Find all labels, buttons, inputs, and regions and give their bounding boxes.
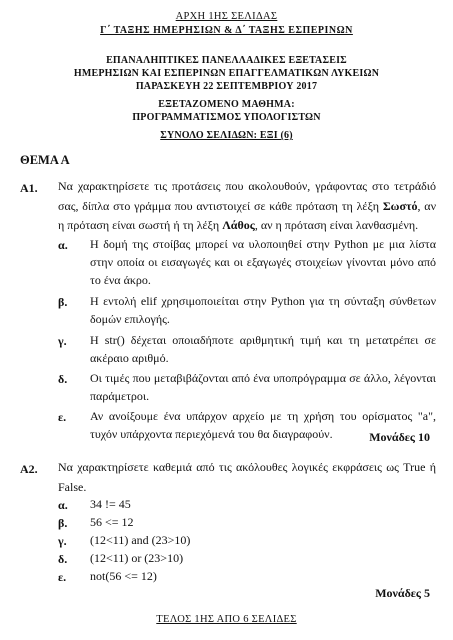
question-a1-text-start: Να χαρακτηρίσετε τις προτάσεις που ακολουθούν, γράφοντας στο τετράδιό σας, δίπλα στο γράμμα που αντιστοιχεί σε κάθε πρόταση τη λέξη [58,179,436,213]
page-start-header: ΑΡΧΗ 1ΗΣ ΣΕΛΙΔΑΣ [175,11,278,22]
a2-item-b-letter: β. [58,516,68,530]
a2-item-e-text: not(56 <= 12) [90,569,157,583]
a1-marks: Μονάδες 10 [369,430,430,444]
a2-item-d-letter: δ. [58,552,68,566]
question-a1-text-end: , αν η πρόταση είναι λανθασμένη. [254,218,419,232]
word-sosto: Σωστό [382,198,418,213]
a1-item-e-letter: ε. [58,410,67,424]
a1-item-c-letter: γ. [58,334,67,348]
a2-item-e-letter: ε. [58,570,67,584]
question-a2-number: Α2. [20,462,38,476]
a1-item-d-text: Οι τιμές που μεταβιβάζονται από ένα υποπρόγραμμα σε άλλο, λέγονται παράμετροι. [90,371,436,403]
theme-title: ΘΕΜΑ Α [20,153,70,167]
a1-item-b-letter: β. [58,295,68,309]
question-a1-text [58,177,436,236]
a1-item-b-text: Η εντολή elif χρησιμοποιείται στην Python για τη σύνταξη σύνθετων δομών επιλογής. [90,294,436,326]
a1-item-e-text: Αν ανοίξουμε ένα υπάρχον αρχείο με τη χρήση του ορίσματος "a", τυχόν υπάρχοντα περιεχόμενά του θα διαγραφούν. [90,409,436,441]
a2-item-c-text: (12<11) and (23>10) [90,533,191,547]
exam-title-line-2: ΗΜΕΡΗΣΙΩΝ ΚΑΙ ΕΣΠΕΡΙΝΩΝ ΕΠΑΓΓΕΛΜΑΤΙΚΩΝ ΛΥΚΕΙΩΝ [73,68,380,79]
question-a1-number: Α1. [20,181,38,195]
a2-item-a-letter: α. [58,498,68,512]
a1-item-d-letter: δ. [58,372,68,386]
a2-item-a-text: 34 != 45 [90,497,131,511]
question-a1-text-mid: , αν η πρόταση είναι σωστή ή τη λέξη [58,198,436,232]
total-pages: ΣΥΝΟΛΟ ΣΕΛΙΔΩΝ: ΕΞΙ (6) [160,130,293,141]
a2-marks: Μονάδες 5 [375,586,430,600]
subject-label: ΕΞΕΤΑΖΟΜΕΝΟ ΜΑΘΗΜΑ: [158,99,295,110]
subject-name: ΠΡΟΓΡΑΜΜΑΤΙΣΜΟΣ ΥΠΟΛΟΓΙΣΤΩΝ [132,112,321,123]
a2-item-c-letter: γ. [58,534,67,548]
a1-item-a-text: Η δομή της στοίβας μπορεί να υλοποιηθεί στην Python με μια λίστα στην οποία οι εισαγωγές και οι εξαγωγές στοιχείων γίνονται μόνο από το ένα άκρο. [90,237,436,287]
page-footer: ΤΕΛΟΣ 1ΗΣ ΑΠΟ 6 ΣΕΛΙΔΕΣ [156,614,297,625]
a1-item-c-text: Η str() δέχεται οποιαδήποτε αριθμητική τιμή και τη μετατρέπει σε ακέραιο αριθμό. [90,333,436,365]
question-a2-text: Να χαρακτηρίσετε καθεμιά από τις ακόλουθες λογικές εκφράσεις ως True ή False. [58,460,436,494]
word-lathos: Λάθος [222,218,255,232]
a2-item-d-text: (12<11) or (23>10) [90,551,184,565]
classes-header: Γ΄ ΤΑΞΗΣ ΗΜΕΡΗΣΙΩΝ & Δ΄ ΤΑΞΗΣ ΕΣΠΕΡΙΝΩΝ [100,25,353,36]
exam-title-line-1: ΕΠΑΝΑΛΗΠΤΙΚΕΣ ΠΑΝΕΛΛΑΔΙΚΕΣ ΕΞΕΤΑΣΕΙΣ [106,55,347,66]
exam-date: ΠΑΡΑΣΚΕΥΗ 22 ΣΕΠΤΕΜΒΡΙΟΥ 2017 [135,81,318,92]
a1-item-a-letter: α. [58,238,68,252]
a2-item-b-text: 56 <= 12 [90,515,134,529]
